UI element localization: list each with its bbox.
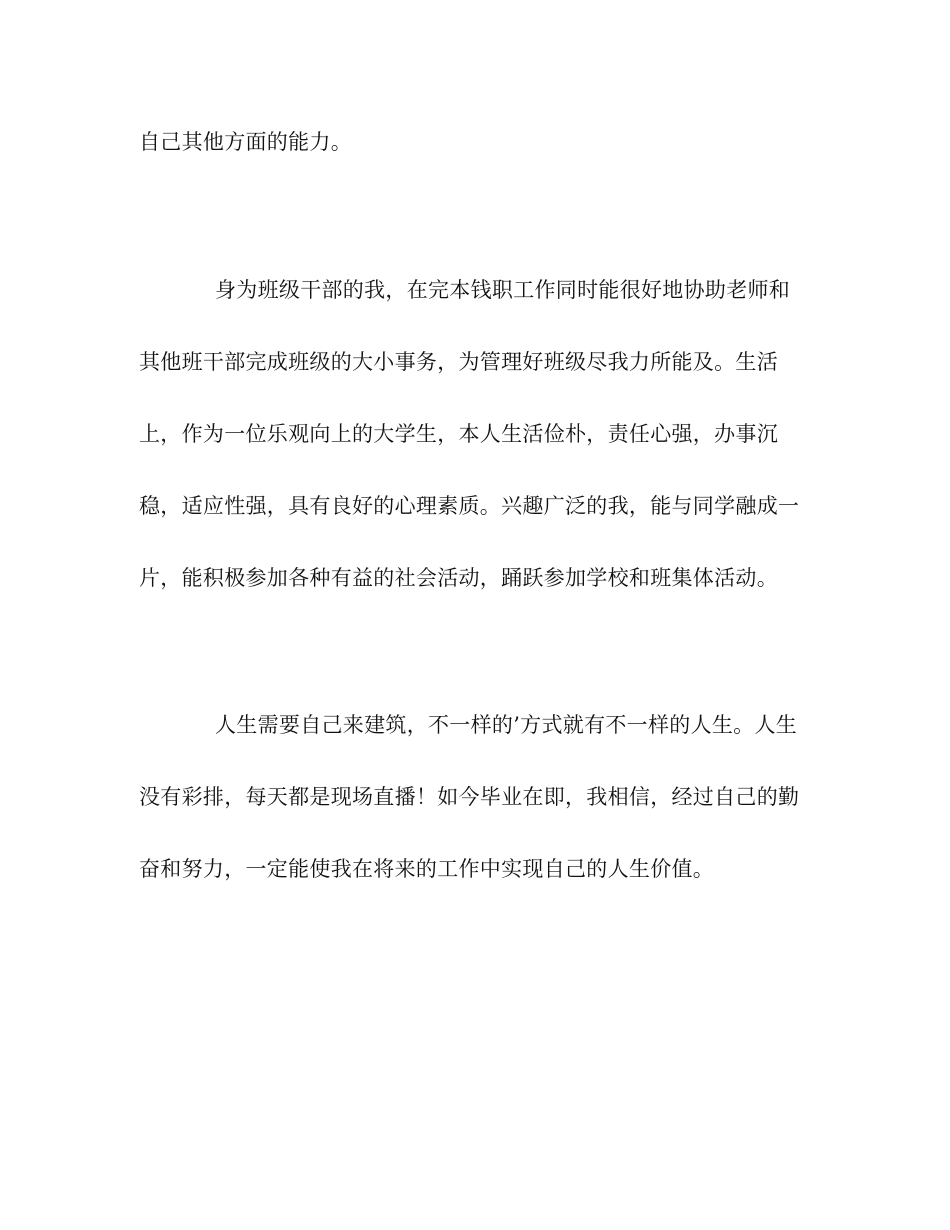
paragraph-3-line-3: 奋和努力，一定能使我在将来的工作中实现自己的人生价值。 — [139, 857, 715, 881]
paragraph-2-line-1: 身为班级干部的我，在完本钱职工作同时能很好地协助老师和 — [215, 278, 791, 302]
paragraph-3-line-2: 没有彩排，每天都是现场直播！如今毕业在即，我相信，经过自己的勤 — [139, 785, 800, 809]
paragraph-2-line-2: 其他班干部完成班级的大小事务，为管理好班级尽我力所能及。生活 — [139, 350, 778, 374]
paragraph-3-line-1: 人生需要自己来建筑，不一样的’方式就有不一样的人生。人生 — [215, 713, 798, 737]
paragraph-1-line-1: 自己其他方面的能力。 — [139, 130, 352, 154]
paragraph-2-line-5: 片，能积极参加各种有益的社会活动，踊跃参加学校和班集体活动。 — [139, 566, 778, 590]
paragraph-2-line-3: 上，作为一位乐观向上的大学生，本人生活俭朴，责任心强，办事沉 — [139, 422, 778, 446]
paragraph-2-line-4: 稳，适应性强，具有良好的心理素质。兴趣广泛的我，能与同学融成一 — [139, 494, 800, 518]
